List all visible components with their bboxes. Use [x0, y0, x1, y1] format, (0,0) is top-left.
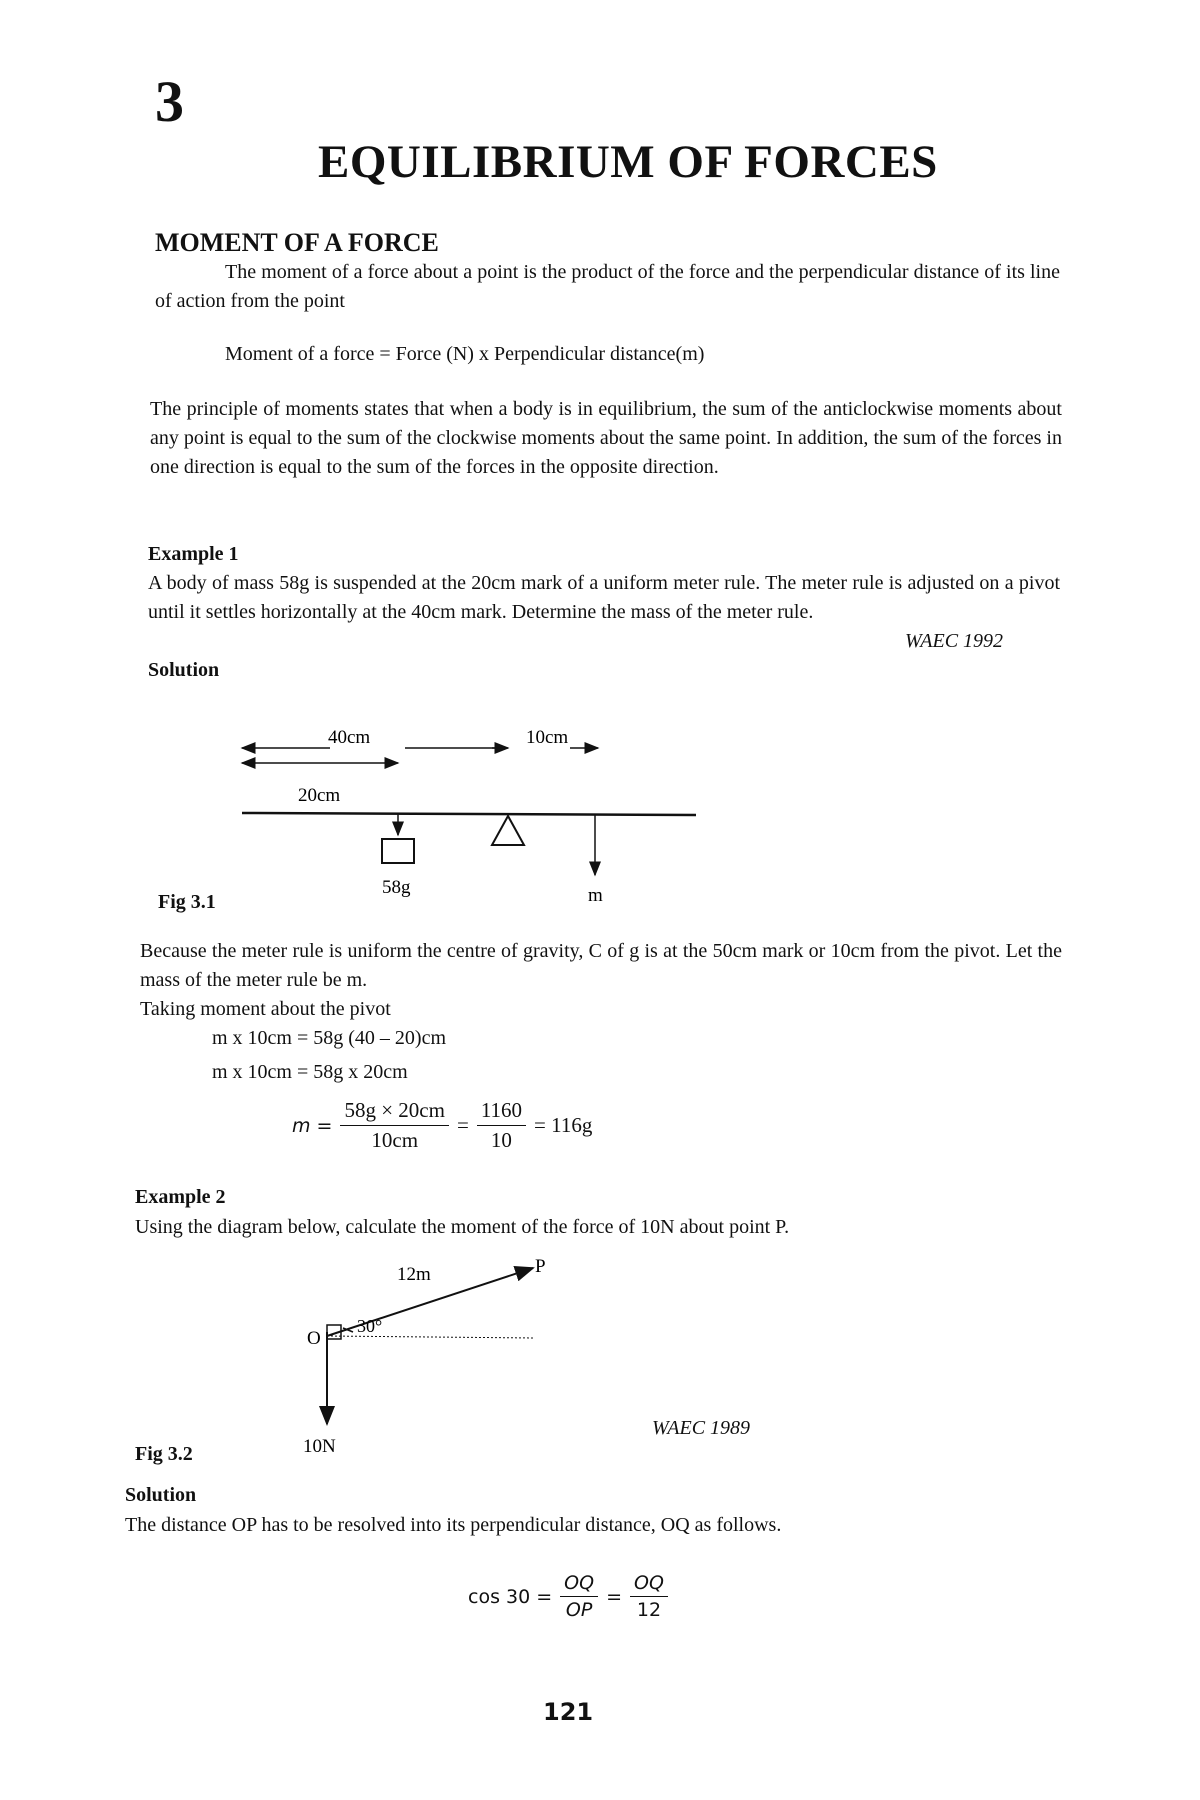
fraction-2 [477, 1098, 526, 1153]
example1-step1: m x 10cm = 58g (40 – 20)cm [212, 1027, 447, 1049]
pivot-triangle [492, 816, 524, 845]
meter-rule [242, 813, 696, 815]
fraction-1 [340, 1098, 449, 1153]
example1-step2: m x 10cm = 58g x 20cm [212, 1061, 408, 1083]
example2-equation [468, 1572, 668, 1621]
fraction-2-denominator: 10 [490, 1128, 512, 1152]
example2-solution-heading: Solution [125, 1484, 197, 1506]
moment-diagram [295, 1252, 625, 1462]
fig32-caption: Fig 3.2 [135, 1443, 193, 1465]
cos-fraction-2-numerator: OQ [630, 1572, 668, 1597]
fraction-1-numerator: 58g × 20cm [340, 1098, 449, 1126]
principle-paragraph: The principle of moments states that when a body is in equilibrium, the sum of the anticlockwise moments about any point is equal to the sum of the clockwise moments about the same point. In addition, the sum of the forces in one direction is equal to the sum of the forces in the opposite direction. [150, 398, 1062, 478]
moment-formula: Moment of a force = Force (N) x Perpendicular distance(m) [225, 343, 705, 365]
label-40cm: 40cm [328, 727, 371, 748]
chapter-title: EQUILIBRIUM OF FORCES [318, 136, 938, 188]
label-10cm: 10cm [526, 727, 569, 748]
label-P: P [535, 1256, 546, 1277]
example2-explanation: The distance OP has to be resolved into its perpendicular distance, OQ as follows. [125, 1514, 782, 1536]
meter-rule-diagram [230, 715, 710, 915]
example2-source: WAEC 1989 [652, 1417, 751, 1439]
example1-explanation: Because the meter rule is uniform the centre of gravity, C of g is at the 50cm mark or 10cm from the pivot. Let the mass of the meter rule be m. [140, 940, 1062, 991]
cos-fraction-1-numerator: OQ [560, 1572, 598, 1597]
hanging-mass [382, 839, 414, 863]
example1-source: WAEC 1992 [905, 630, 1004, 652]
fig31-caption: Fig 3.1 [158, 891, 216, 913]
label-12m: 12m [397, 1264, 431, 1285]
chapter-number: 3 [155, 69, 184, 134]
final-result: = 116g [534, 1113, 593, 1137]
label-mass: 58g [382, 877, 411, 898]
label-angle: 30° [357, 1316, 383, 1336]
cos-fraction-2-denominator: 12 [636, 1599, 662, 1621]
fraction-1-denominator: 10cm [371, 1128, 419, 1152]
example1-question: A body of mass 58g is suspended at the 20cm mark of a uniform meter rule. The meter rule is adjusted on a pivot until it settles horizontally at the 40cm mark. Determine the mass of the meter rule. [148, 572, 1060, 623]
label-20cm: 20cm [298, 785, 341, 806]
cos-fraction-1-denominator: OP [565, 1599, 593, 1621]
label-O: O [307, 1328, 321, 1349]
cos-lhs: cos 30 = [468, 1585, 553, 1608]
definition-paragraph: The moment of a force about a point is the product of the force and the perpendicular distance of its line of action from the point [155, 261, 1060, 312]
cos-fraction-2 [630, 1572, 668, 1621]
example1-solution-heading: Solution [148, 659, 220, 681]
final-equals: = [456, 1113, 469, 1137]
section-heading: MOMENT OF A FORCE [155, 228, 439, 257]
final-lhs: m = [292, 1114, 333, 1137]
example1-final-equation [292, 1098, 592, 1153]
example1-heading: Example 1 [148, 543, 239, 565]
cos-fraction-1 [560, 1572, 598, 1621]
cos-equals: = [606, 1585, 622, 1608]
fraction-2-numerator: 1160 [477, 1098, 526, 1126]
example2-question: Using the diagram below, calculate the moment of the force of 10N about point P. [135, 1216, 790, 1238]
label-m: m [588, 885, 603, 906]
horizontal-reference [327, 1336, 535, 1338]
page-number: 121 [543, 1698, 594, 1726]
example1-step0: Taking moment about the pivot [140, 998, 391, 1020]
example2-heading: Example 2 [135, 1186, 226, 1208]
label-10N: 10N [303, 1436, 336, 1457]
